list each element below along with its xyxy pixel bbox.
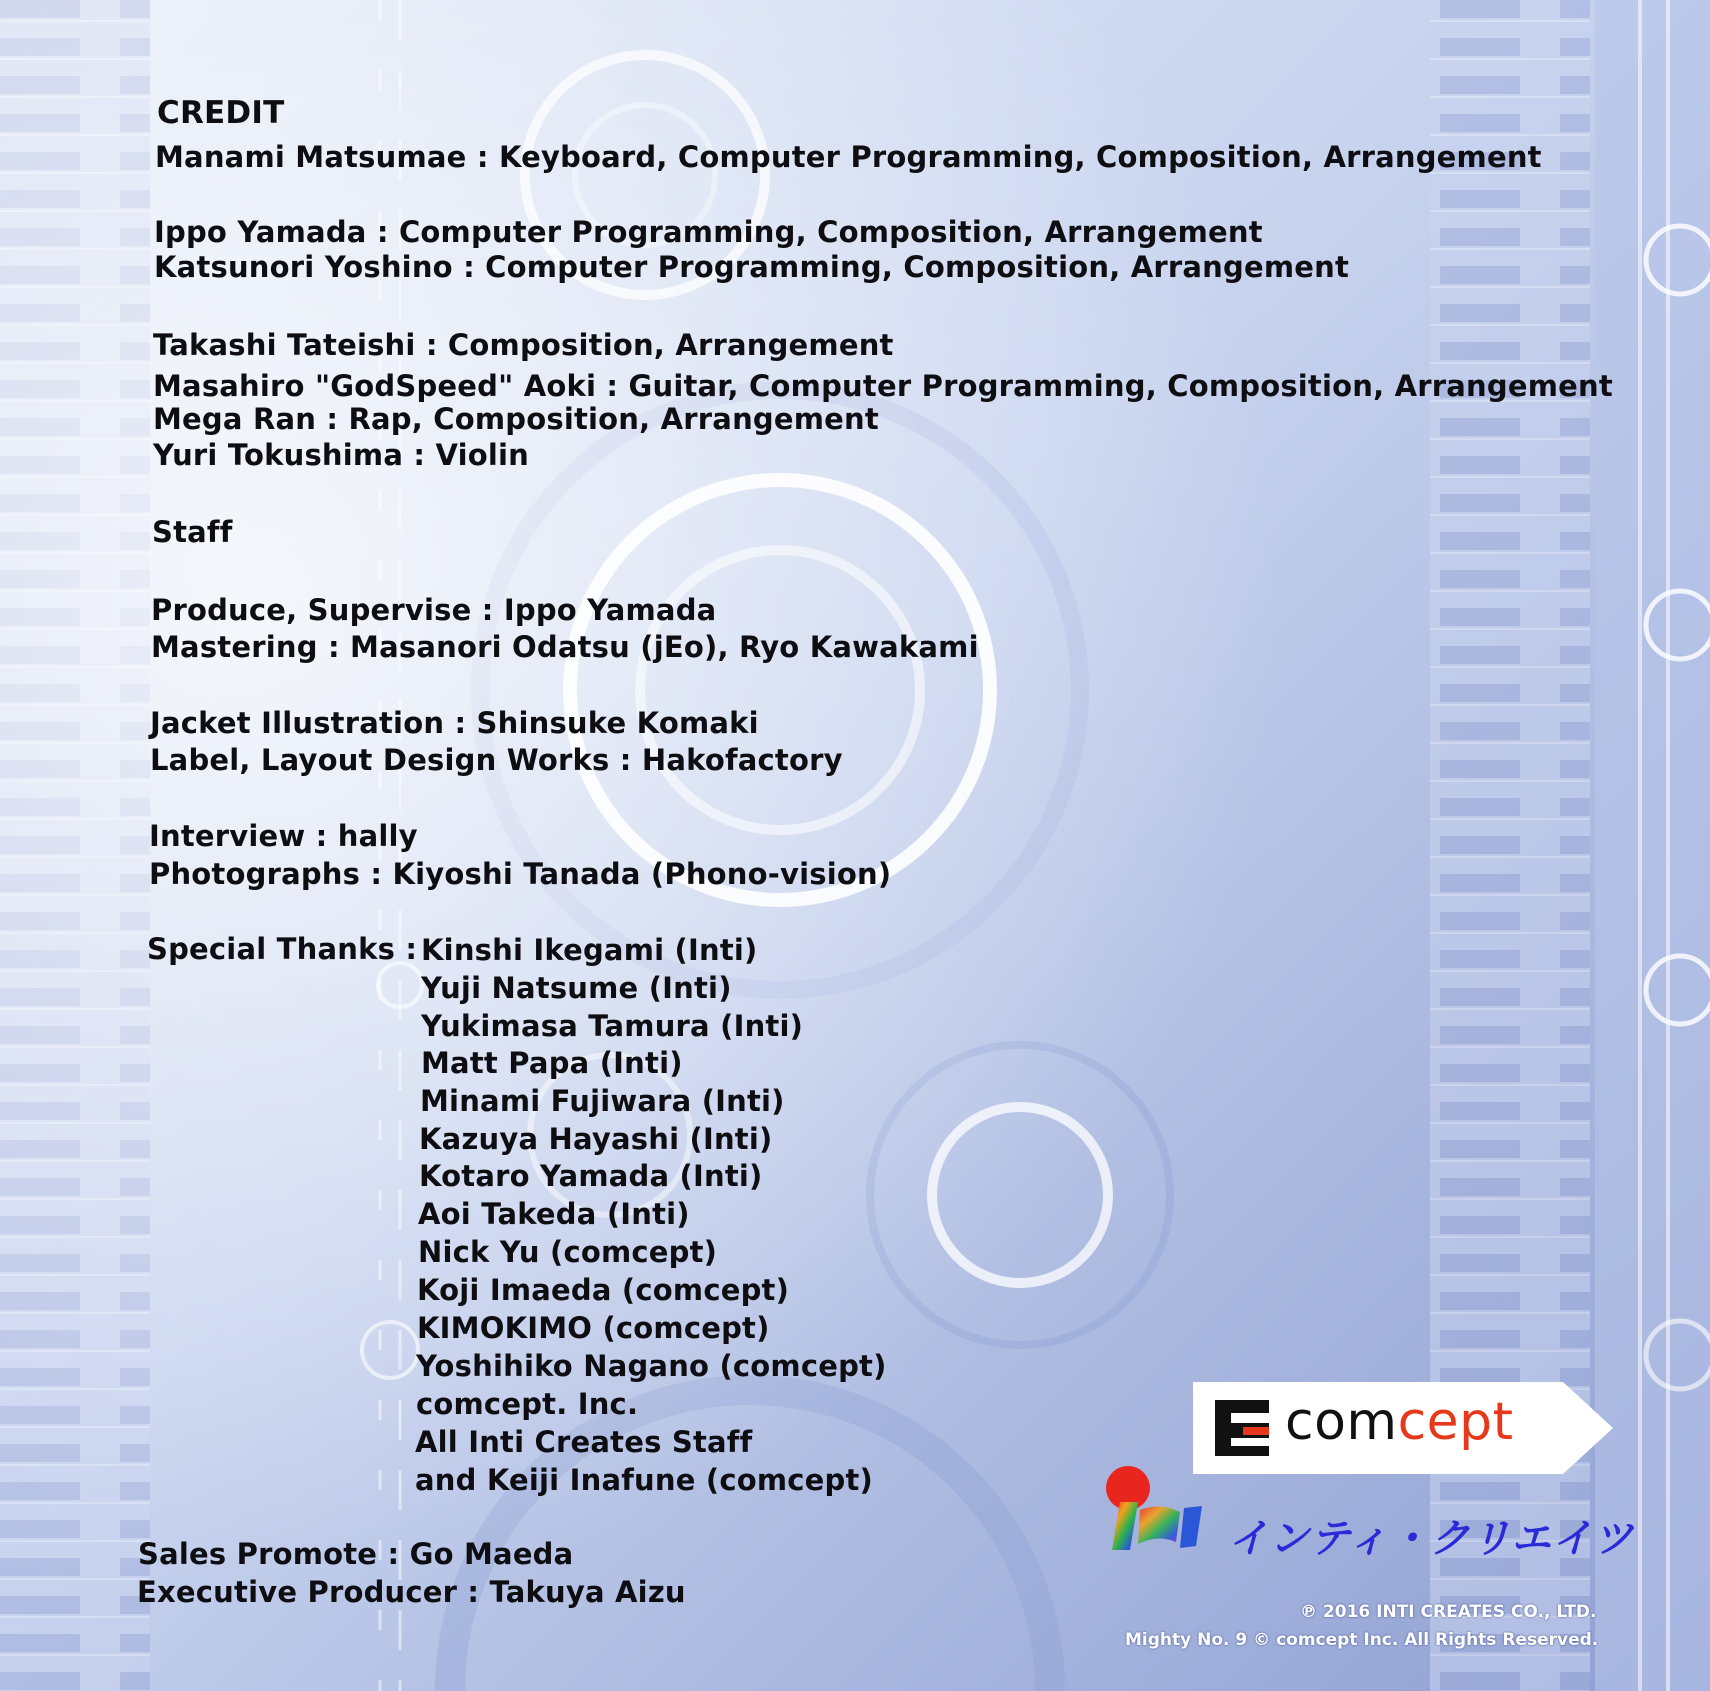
special-thanks-item: Kazuya Hayashi (Inti) — [419, 1122, 773, 1156]
staff-line: Executive Producer : Takuya Aizu — [137, 1575, 686, 1609]
credit-line: Takashi Tateishi : Composition, Arrangement — [153, 328, 894, 362]
special-thanks-item: Kotaro Yamada (Inti) — [419, 1159, 763, 1193]
credit-heading: CREDIT — [157, 95, 285, 131]
staff-line: Sales Promote : Go Maeda — [138, 1537, 574, 1571]
credit-line: Manami Matsumae : Keyboard, Computer Programming, Composition, Arrangement — [155, 140, 1542, 174]
special-thanks-item: Koji Imaeda (comcept) — [417, 1273, 790, 1307]
special-thanks-label: Special Thanks : — [147, 932, 418, 966]
special-thanks-item: and Keiji Inafune (comcept) — [415, 1463, 874, 1497]
credit-line: Katsunori Yoshino : Computer Programming, Composition, Arrangement — [154, 250, 1350, 284]
comcept-wordmark — [1285, 1392, 1514, 1452]
special-thanks-item: Yuji Natsume (Inti) — [421, 971, 732, 1005]
special-thanks-item: Matt Papa (Inti) — [421, 1046, 683, 1080]
special-thanks-item: Minami Fujiwara (Inti) — [420, 1084, 785, 1118]
credit-line: Ippo Yamada : Computer Programming, Composition, Arrangement — [154, 215, 1263, 249]
inti-creates-logo-icon — [1080, 1462, 1220, 1552]
special-thanks-item: Yukimasa Tamura (Inti) — [421, 1009, 804, 1043]
comcept-wordmark-prefix: com — [1285, 1392, 1398, 1452]
staff-line: Photographs : Kiyoshi Tanada (Phono-vision) — [149, 857, 892, 891]
credit-line: Yuri Tokushima : Violin — [153, 438, 530, 472]
copyright-line: ℗ 2016 INTI CREATES CO., LTD. — [1300, 1602, 1597, 1622]
staff-line: Interview : hally — [149, 819, 418, 853]
special-thanks-item: Kinshi Ikegami (Inti) — [421, 933, 758, 967]
special-thanks-item: Aoi Takeda (Inti) — [418, 1197, 690, 1231]
staff-line: Produce, Supervise : Ippo Yamada — [151, 593, 717, 627]
inti-creates-wordmark: インティ・クリエイツ — [1228, 1516, 1634, 1562]
special-thanks-item: comcept. Inc. — [416, 1387, 639, 1421]
staff-line: Label, Layout Design Works : Hakofactory — [150, 743, 843, 777]
staff-heading: Staff — [152, 515, 233, 549]
credit-line: Mega Ran : Rap, Composition, Arrangement — [153, 402, 879, 436]
credit-line: Masahiro "GodSpeed" Aoki : Guitar, Computer Programming, Composition, Arrangement — [153, 369, 1613, 403]
special-thanks-item: KIMOKIMO (comcept) — [417, 1311, 770, 1345]
staff-line: Mastering : Masanori Odatsu (jEo), Ryo Kawakami — [151, 630, 979, 664]
special-thanks-item: Nick Yu (comcept) — [418, 1235, 718, 1269]
copyright-line: Mighty No. 9 © comcept Inc. All Rights Reserved. — [1125, 1630, 1599, 1650]
special-thanks-item: All Inti Creates Staff — [415, 1425, 753, 1459]
staff-line: Jacket Illustration : Shinsuke Komaki — [150, 706, 759, 740]
comcept-wordmark-suffix: cept — [1397, 1392, 1514, 1452]
special-thanks-item: Yoshihiko Nagano (comcept) — [416, 1349, 887, 1383]
